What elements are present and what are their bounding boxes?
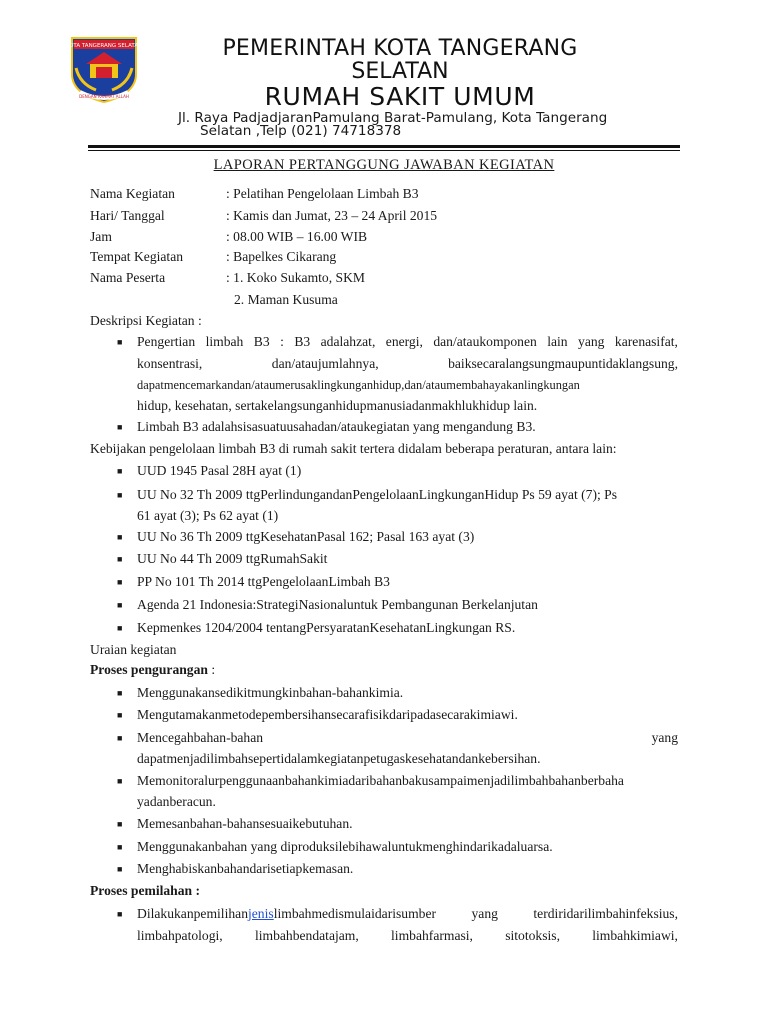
paragraph-line: dapatmencemarkandan/ataumerusaklingkunganhidup,dan/ataumembahayakanlingkungan: [137, 378, 580, 392]
reduction-heading: Proses pengurangan: [90, 662, 208, 677]
list-item: Menggunakansedikitmungkinbahan-bahankimia.: [137, 685, 404, 700]
bullet-icon: ■: [117, 776, 123, 786]
bullet-icon: ■: [117, 819, 123, 829]
bullet-icon: ■: [117, 600, 123, 610]
list-item: Memesanbahan-bahansesuaikebutuhan.: [137, 816, 353, 831]
address-line-1: Jl. Raya PadjadjaranPamulang Barat-Pamulang, Kota Tangerang: [178, 110, 608, 126]
info-label: Tempat Kegiatan: [90, 249, 184, 264]
bullet-icon: ■: [117, 623, 123, 633]
list-item: Mengutamakanmetodepembersihansecarafisikdaripadasecarakimiawi.: [137, 707, 518, 722]
svg-text:DENGAN RAHMAT ALLAH: DENGAN RAHMAT ALLAH: [79, 94, 129, 99]
city-emblem-logo: [66, 34, 142, 104]
bullet-icon: ■: [117, 422, 123, 432]
list-item: UU No 32 Th 2009 ttgPerlindungandanPengelolaanLingkunganHidup Ps 59 ayat (7); Ps: [137, 487, 618, 502]
bullet-icon: ■: [117, 710, 123, 720]
list-item-cont: limbahpatologi, limbahbendatajam, limbahfarmasi, sitotoksis, limbahkimiawi,: [137, 928, 678, 943]
list-item-cont: dapatmenjadilimbahsepertidalamkegiatanpetugaskesehatandankebersihan.: [137, 751, 541, 766]
list-item: Kepmenkes 1204/2004 tentangPersyaratanKesehatanLingkungan RS.: [137, 620, 516, 635]
letterhead-divider: [88, 145, 680, 148]
policy-intro: Kebijakan pengelolaan limbah B3 di rumah sakit tertera didalam beberapa peraturan, antara lain:: [90, 441, 617, 456]
paragraph-line: konsentrasi, dan/ataujumlahnya, baiksecaralangsungmaupuntidaklangsung,: [137, 356, 678, 371]
bullet-icon: ■: [117, 909, 123, 919]
list-item-cont: 61 ayat (3); Ps 62 ayat (1): [137, 508, 279, 523]
info-label: Nama Kegiatan: [90, 186, 175, 201]
bullet-icon: ■: [117, 842, 123, 852]
info-label: Jam: [90, 229, 112, 244]
address-line-2: Selatan ,Telp (021) 74718378: [200, 123, 402, 139]
paragraph-line: hidup, kesehatan, sertakelangsunganhidupmanusiadanmakhlukhidup lain.: [137, 398, 538, 413]
list-item: Limbah B3 adalahsisasuatuusahadan/ataukegiatan yang mengandung B3.: [137, 419, 536, 434]
description-heading: Deskripsi Kegiatan :: [90, 313, 202, 328]
bullet-icon: ■: [117, 337, 123, 347]
info-label: Nama Peserta: [90, 270, 166, 285]
info-value: : 08.00 WIB – 16.00 WIB: [226, 229, 368, 244]
list-item: Mencegahbahan-bahan yang: [137, 730, 678, 745]
letterhead-divider-thin: [88, 150, 680, 151]
bullet-icon: ■: [117, 554, 123, 564]
government-heading: PEMERINTAH KOTA TANGERANG: [222, 36, 578, 61]
bullet-icon: ■: [117, 532, 123, 542]
hospital-name: RUMAH SAKIT UMUM: [264, 82, 536, 111]
list-item: Memonitoralurpenggunaanbahankimiadaribahanbakusampaimenjadilimbahbahanberbaha: [137, 773, 624, 788]
participant-2: 2. Maman Kusuma: [234, 292, 338, 307]
list-item: PP No 101 Th 2014 ttgPengelolaanLimbah B3: [137, 574, 390, 589]
info-value: : 1. Koko Sukamto, SKM: [226, 270, 365, 285]
info-label: Hari/ Tanggal: [90, 208, 165, 223]
info-value: : Kamis dan Jumat, 23 – 24 April 2015: [226, 208, 438, 223]
list-item: Dilakukanpemilihanjenislimbahmedismulaidarisumber yang terdiridarilimbahinfeksius,: [137, 906, 678, 921]
bullet-icon: ■: [117, 577, 123, 587]
list-item: UU No 44 Th 2009 ttgRumahSakit: [137, 551, 328, 566]
info-value: : Bapelkes Cikarang: [226, 249, 337, 264]
activity-heading: Uraian kegiatan: [90, 642, 177, 657]
list-item-cont: yadanberacun.: [137, 794, 216, 809]
report-title: LAPORAN PERTANGGUNG JAWABAN KEGIATAN: [213, 157, 555, 173]
jenis-link[interactable]: jenis: [248, 906, 274, 921]
list-item: Agenda 21 Indonesia:StrategiNasionaluntuk Pembangunan Berkelanjutan: [137, 597, 538, 612]
government-heading-cont: SELATAN: [351, 59, 449, 84]
list-item: UU No 36 Th 2009 ttgKesehatanPasal 162; Pasal 163 ayat (3): [137, 529, 475, 544]
list-item: Menggunakanbahan yang diproduksilebihawaluntukmenghindarikadaluarsa.: [137, 839, 553, 854]
bullet-icon: ■: [117, 864, 123, 874]
list-item: Menghabiskanbahandarisetiapkemasan.: [137, 861, 354, 876]
info-value: : Pelatihan Pengelolaan Limbah B3: [226, 186, 419, 201]
bullet-icon: ■: [117, 466, 123, 476]
section-heading: Proses pengurangan :: [90, 662, 216, 677]
svg-text:KOTA TANGERANG SELATAN: KOTA TANGERANG SELATAN: [66, 43, 142, 49]
bullet-icon: ■: [117, 688, 123, 698]
bullet-icon: ■: [117, 733, 123, 743]
bullet-icon: ■: [117, 490, 123, 500]
list-item: UUD 1945 Pasal 28H ayat (1): [137, 463, 302, 478]
paragraph-line: Pengertian limbah B3 : B3 adalahzat, energi, dan/ataukomponen lain yang karenasifat,: [137, 334, 678, 349]
sorting-heading: Proses pemilahan :: [90, 883, 201, 898]
